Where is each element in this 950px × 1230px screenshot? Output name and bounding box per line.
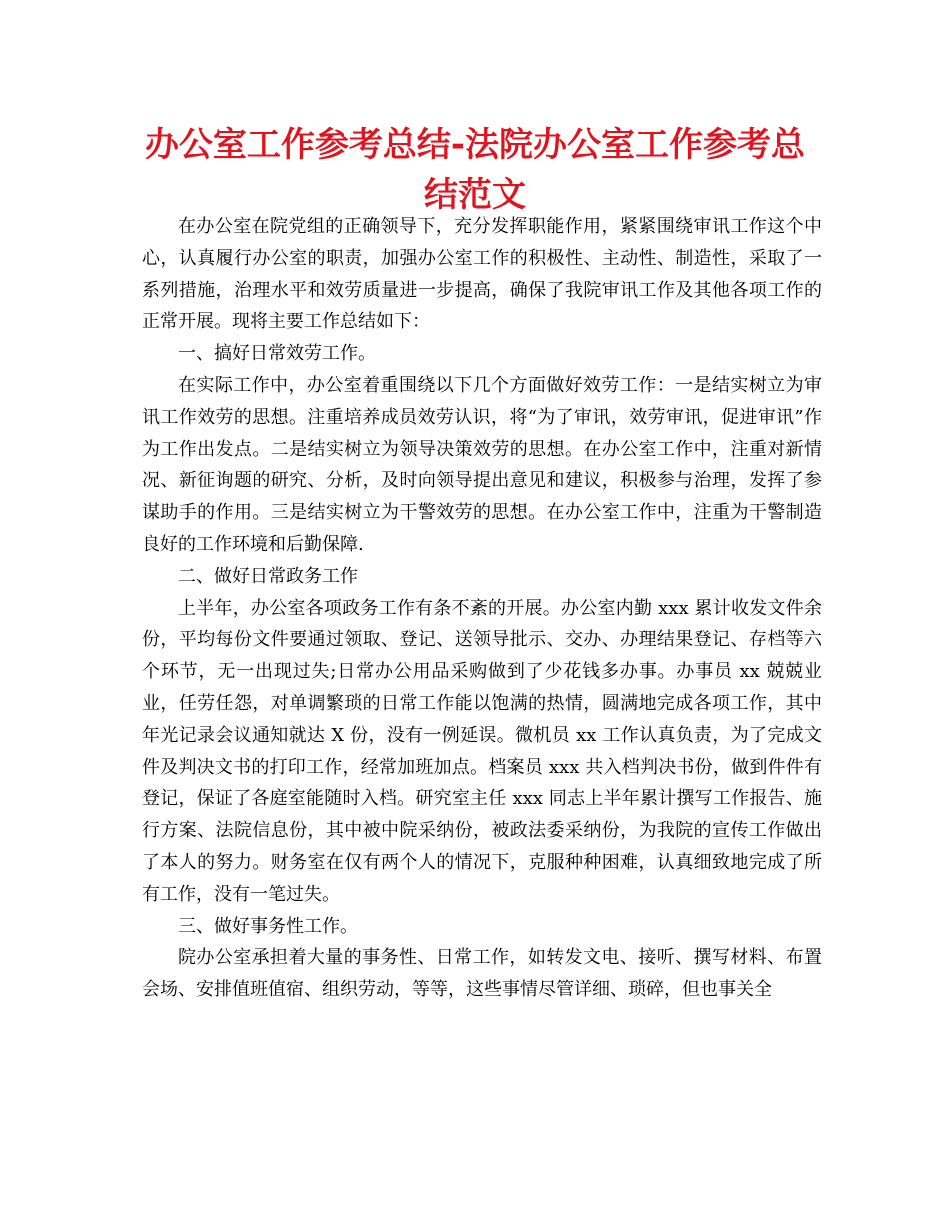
section-heading-3: 三、做好事务性工作。 xyxy=(178,915,358,937)
section-2-paragraph: 上半年，办公室各项政务工作有条不紊的开展。办公室内勤 xxx 累计收发文件余份，平均每份文件要通过领取、登记、送领导批示、交办、办理结果登记、存档等六个环节，无一出现过失;日常办公用品采购做到了少花钱多办事。办事员 xx 兢兢业业，任劳任怨，对单调繁琐的日常工作能以饱满的热情，圆满地完成各项工作，其中年光记录会议通知就达 X 份，没有一例延误。微机员 xx 工作认真负责，为了完成文件及判决文书的打印工作，经常加班加点。档案员 xxx 共入档判决书份，做到件件有登记，保证了各庭室能随时入档。研究室主任 xxx 同志上半年累计撰写工作报告、施行方案、法院信息份，其中被中院采纳份，被政法委采纳份，为我院的宣传工作做出了本人的努力。财务室在仅有两个人的情况下，克服种种困难，认真细致地完成了所有工作，没有一笔过失。 xyxy=(142,597,822,905)
section-heading-2: 二、做好日常政务工作 xyxy=(178,565,358,587)
document-body xyxy=(142,211,822,1006)
section-heading-1: 一、搞好日常效劳工作。 xyxy=(178,343,376,365)
section-1-paragraph: 在实际工作中，办公室着重围绕以下几个方面做好效劳工作：一是结实树立为审讯工作效劳的思想。注重培养成员效劳认识，将“为了审讯，效劳审讯，促进审讯”作为工作出发点。二是结实树立为领导决策效劳的思想。在办公室工作中，注重对新情况、新征询题的研究、分析，及时向领导提出意见和建议，积极参与治理，发挥了参谋助手的作用。三是结实树立为干警效劳的思想。在办公室工作中，注重为干警制造良好的工作环境和后勤保障. xyxy=(142,374,822,555)
document-title: 办公室工作参考总结-法院办公室工作参考总结范文 xyxy=(144,125,806,215)
section-3-paragraph: 院办公室承担着大量的事务性、日常工作，如转发文电、接听、撰写材料、布置会场、安排值班值宿、组织劳动，等等，这些事情尽管详细、琐碎，但也事关全 xyxy=(142,947,822,1001)
intro-paragraph: 在办公室在院党组的正确领导下，充分发挥职能作用，紧紧围绕审讯工作这个中心，认真履行办公室的职责，加强办公室工作的积极性、主动性、制造性，采取了一系列措施，治理水平和效劳质量进一步提高，确保了我院审讯工作及其他各项工作的正常开展。现将主要工作总结如下： xyxy=(142,216,822,333)
